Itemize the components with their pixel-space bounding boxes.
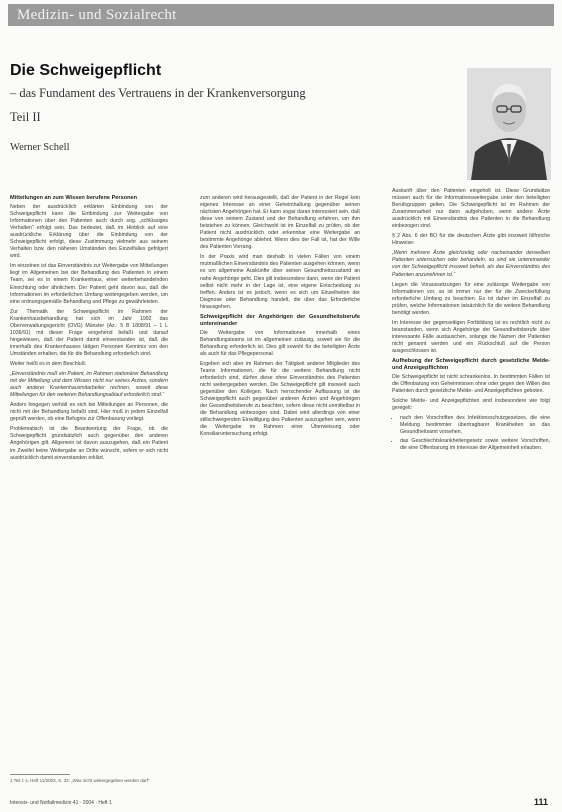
- paragraph: zum anderen wird herausgestellt, daß der Patient in der Regel kein eigenes Interesse an einer Geheimhaltung gegenüber seinen nächsten Angehörigen hat. Er kann sogar daran interessiert sein, daß diese von seinem Zustand und der Behandlung erfahren, um ihm beistehen zu können. Gleichwohl ist im Einzelfall zu prüfen, ob der Patient nicht ausdrücklich oder erkennbar eine Weitergabe an bestimmte Angehörige ablehnt. Wenn dies der Fall ist, hat der Wille des Patienten Vorrang.: [200, 195, 360, 251]
- article-title: Die Schweigepflicht: [10, 62, 162, 79]
- paragraph: Solche Melde- und Anzeigepflichten sind insbesondere wie folgt geregelt:: [392, 398, 550, 412]
- column-1: [10, 195, 168, 465]
- quotation: „Wenn mehrere Ärzte gleichzeitig oder nacheinander denselben Patienten untersuchen oder behandeln, so sind sie untereinander von der Schweigepflicht insoweit befreit, als das Einverständnis des Patienten anzunehmen ist.“: [392, 250, 550, 278]
- paragraph: Im einzelnen ist das Einverständnis zur Weitergabe von Mitteilungen liegt im Allgemeinen bei der Behandlung des Patienten in einem Team, sei es in einem Krankenhaus, einer weiterbehandelnden Einrichtung oder ähnlichem. Der Patient geht davon aus, daß die Informationen im erforderlichen Umfang weitergegeben werden, um eine ordnungsgemäße Behandlung und Pflege zu gewährleisten.: [10, 263, 168, 305]
- page-number: 111: [533, 797, 548, 807]
- article-part: Teil II: [10, 110, 41, 124]
- paragraph: Anders hingegen verhält es sich bei Mitteilungen an Personen, die nicht mit der Behandlung befaßt sind. Hier muß in jedem Einzelfall geprüft werden, ob eine Befugnis zur Offenbarung vorliegt.: [10, 402, 168, 423]
- column-1-heading: Mitteilungen an zum Wissen berufene Personen: [10, 195, 138, 201]
- paragraph: In der Praxis wird man deshalb in vielen Fällen von einem mutmaßlichen Einverständnis des Patienten ausgehen können, wenn es um allgemeine Auskünfte über seinen Gesundheitszustand an nahe Angehörige geht. Dies gilt insbesondere dann, wenn der Patient selbst nicht mehr in der Lage ist, eine eigene Entscheidung zu treffen. Anders ist es jedoch, wenn es sich um Einzelheiten der Diagnose oder Behandlung handelt, die über das Erforderliche hinausgehen.: [200, 254, 360, 310]
- section-header-bar: [8, 4, 554, 26]
- column-2-heading: Schweigepflicht der Angehörigen der Gesundheitsberufe untereinander: [200, 313, 360, 327]
- obligation-list: [392, 415, 550, 452]
- quotation: „Einverständnis muß ein Patient, im Rahmen stationärer Behandlung mit der Mitteilung und dem Wissen nicht nur seines Arztes, sondern auch anderer Krankenhausmitarbeiter rechnen, soweit diese Mitteilungen für den weiteren Behandlungsablauf erforderlich sind.“: [10, 371, 169, 399]
- author-photo: [467, 68, 551, 180]
- author-name: Werner Schell: [10, 142, 70, 153]
- column-3: [392, 188, 550, 456]
- paragraph: § 2 Abs. 6 der BO für die deutschen Ärzte gibt insoweit hilfreiche Hinweise:: [392, 233, 550, 247]
- paragraph: Im Interesse der gegenseitigen Fortbildung ist es rechtlich nicht zu beanstanden, wenn sich Angehörige der Gesundheitsberufe über interessante Fälle austauschen, solange die Namen der Patienten nicht genannt werden und ein Rückschluß auf die Person ausgeschlossen ist.: [392, 319, 550, 354]
- paragraph: Liegen die Voraussetzungen für eine zulässige Weitergabe von Informationen vor, so ist immer nur der für die Zweckerfüllung erforderliche Umfang zu beachten. Es ist daher im Einzelfall zu prüfen, welche Informationen tatsächlich für die weitere Behandlung benötigt werden.: [392, 281, 550, 316]
- list-item: • das Geschlechtskrankheitengesetz sowie weitere Vorschriften, die eine Offenbarung im Interesse der Allgemeinheit erlauben.: [400, 438, 550, 452]
- column-3-heading: Aufhebung der Schweigepflicht durch gesetzliche Melde- und Anzeigepflichten: [392, 358, 550, 372]
- section-label: Medizin- und Sozialrecht: [17, 7, 177, 23]
- footnote: 1 Teil I: s. Heft 11/2003, S. 33: „Was nicht weitergegeben werden darf“: [10, 778, 150, 783]
- list-item: • nach den Vorschriften des Infektionsschutzgesetzes, die eine Meldung bestimmter übertragbarer Krankheiten an das Gesundheitsamt vorsehen,: [400, 415, 550, 436]
- paragraph: Problematisch ist die Beantwortung der Frage, ob die Schweigepflicht grundsätzlich auch gegenüber den anderen Angehörigen gilt. Allgemein ist davon auszugehen, daß ein Patient im Zweifel keine Weitergabe an Dritte wünscht, sofern er sich nicht ausdrücklich damit einverstanden erklärt.: [10, 426, 168, 461]
- paragraph: Neben der ausdrücklich erklärten Einbindung von der Schweigepflicht kann die Entbindung zur Weitergabe von Informationen über den Patienten auch durch sog. „schlüssiges Verhalten“ erfolgt sein. Das bedeutet, daß im Hinblick auf eine ausdrückliche Erklärung über die Einbindung von der Schweigepflicht erfolgt, diese Zustimmung vielmehr aus seinem Verhalten bzw. den näheren Umständen des Einzelfalles gefolgert wird.: [10, 204, 168, 260]
- paragraph: Ergeben sich aber im Rahmen der Tätigkeit anderer Mitglieder des Teams Informationen, die für die weitere Behandlung nicht erforderlich sind, dürfen diese ohne Einverständnis des Patienten nicht weitergegeben werden. Die Schweigepflicht gilt insoweit auch gegenüber den Kollegen. Nach herrschender Auffassung ist die Schweigepflicht auch gegenüber anderen Ärzten und Angehörigen der Gesundheitsberufe zu beachten, sofern diese nicht unmittelbar in die Behandlung einbezogen sind. Dabei wird allerdings von einer stillschweigenden Einwilligung des Patienten auszugehen sein, wenn die Weitergabe im Rahmen einer Überweisung oder Konsiliaruntersuchung erfolgt.: [200, 360, 360, 438]
- paragraph: Die Schweigepflicht ist nicht schrankenlos. In bestimmten Fällen ist die Offenbarung von Geheimnissen ohne oder gegen den Willen des Patienten durch gesetzliche Melde- und Anzeigepflichten geboten.: [392, 374, 550, 395]
- column-2: [200, 195, 360, 441]
- paragraph: Zur Thematik der Schweigepflicht im Rahmen der Krankenhausbehandlung hat sich im Jahr 1992 das Oberverwaltungsgericht (OVG) Münster (Az.: 5 B 1808/91 – 1 L 1036/91) mit dieser Frage eingehend befaßt und darauf hingewiesen, daß der Patient damit einverstanden ist, daß die innerhalb des Krankenhauses tätigen Personen Kenntnis von den Umständen erhalten, die für die Behandlung erforderlich sind.: [10, 308, 168, 357]
- footnote-divider: [10, 774, 70, 775]
- paragraph: Die Weitergabe von Informationen innerhalb eines Behandlungsteams ist im allgemeinen zulässig, soweit sie für die Behandlung erforderlich ist. Dies gilt sowohl für die beteiligten Ärzte als auch für das Pflegepersonal.: [200, 329, 360, 357]
- portrait-image: [467, 68, 551, 180]
- paragraph: Weiter heißt es in dem Beschluß:: [10, 360, 87, 367]
- journal-citation: Intensiv- und Notfallmedizin 41 · 2004 · Heft 1: [10, 800, 112, 806]
- article-subtitle: – das Fundament des Vertrauens in der Krankenversorgung: [10, 86, 306, 100]
- paragraph: Auskunft über den Patienten eingeholt ist. Diese Grundsätze müssen auch für die Informationsweitergabe unter den beteiligten Berufsgruppen gelten. Die Schweigepflicht ist im Rahmen der Zusammenarbeit nur dann aufgehoben, wenn andere Ärzte ausdrücklich mit Einverständnis des Patienten in die Behandlung einbezogen sind.: [392, 188, 550, 230]
